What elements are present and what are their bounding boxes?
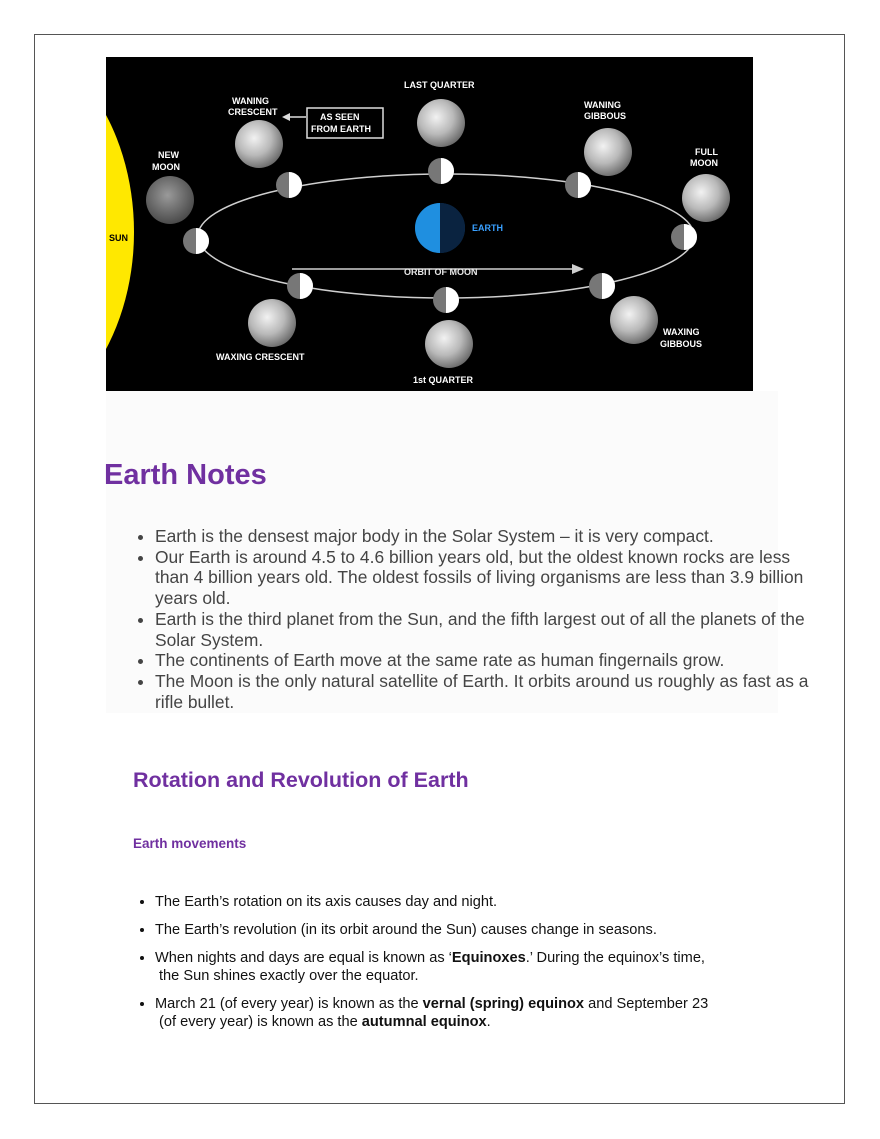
svg-text:GIBBOUS: GIBBOUS bbox=[584, 111, 627, 121]
svg-text:MOON: MOON bbox=[690, 158, 718, 168]
list-item: • The Earth’s revolution (in its orbit around the Sun) causes change in seasons. bbox=[155, 921, 801, 939]
earth-movements-list bbox=[128, 893, 801, 1041]
rotation-heading: Rotation and Revolution of Earth bbox=[133, 768, 469, 792]
list-item: • Earth is the densest major body in the Solar System – it is very compact. bbox=[155, 526, 815, 547]
orbit-label: ORBIT OF MOON bbox=[404, 267, 478, 277]
waxing-crescent-moon bbox=[248, 299, 296, 347]
equinoxes-term: Equinoxes bbox=[451, 950, 526, 966]
earth-movements-subheading: Earth movements bbox=[133, 836, 247, 851]
sun-label: SUN bbox=[109, 233, 129, 243]
earth-notes-list bbox=[127, 526, 815, 712]
new-moon bbox=[146, 176, 194, 224]
label-waxing-crescent: WAXING CRESCENT bbox=[216, 352, 305, 362]
full-moon bbox=[682, 174, 730, 222]
list-item: • When nights and days are equal is known as ‘Equinoxes.’ During the equinox’s time, the Sun shines exactly over the equator. bbox=[155, 949, 801, 985]
label-new-moon: NEW bbox=[158, 150, 179, 160]
label-waning-gibbous: WANING bbox=[584, 100, 621, 110]
waning-gibbous-moon bbox=[584, 128, 632, 176]
vernal-equinox-term: vernal (spring) equinox bbox=[422, 996, 585, 1012]
label-as-seen: AS SEEN bbox=[320, 112, 360, 122]
svg-text:GIBBOUS: GIBBOUS bbox=[660, 339, 703, 349]
list-item: • Our Earth is around 4.5 to 4.6 billion years old, but the oldest known rocks are less than 4 billion years old. The oldest fossils of living organisms are less than 3.9 billion years old. bbox=[155, 547, 815, 609]
last-quarter-moon bbox=[417, 99, 465, 147]
svg-text:MOON: MOON bbox=[152, 162, 180, 172]
label-full-moon: FULL bbox=[695, 147, 718, 157]
waning-crescent-moon bbox=[235, 120, 283, 168]
label-last-quarter: LAST QUARTER bbox=[404, 80, 475, 90]
autumnal-equinox-term: autumnal equinox bbox=[361, 1014, 487, 1030]
earth-label: EARTH bbox=[472, 223, 503, 233]
list-item: • Earth is the third planet from the Sun, and the fifth largest out of all the planets of the Solar System. bbox=[155, 609, 815, 650]
moon-phases-diagram bbox=[106, 57, 753, 391]
earth-notes-heading: Earth Notes bbox=[104, 459, 267, 491]
list-item: • The Moon is the only natural satellite of Earth. It orbits around us roughly as fast as a rifle bullet. bbox=[155, 671, 815, 712]
label-waxing-gibbous: WAXING bbox=[663, 327, 700, 337]
svg-text:FROM EARTH: FROM EARTH bbox=[311, 124, 371, 134]
svg-text:CRESCENT: CRESCENT bbox=[228, 107, 278, 117]
waxing-gibbous-moon bbox=[610, 296, 658, 344]
first-quarter-moon bbox=[425, 320, 473, 368]
list-item: • The continents of Earth move at the same rate as human fingernails grow. bbox=[155, 650, 815, 671]
list-item: • March 21 (of every year) is known as the vernal (spring) equinox and September 23 (of every year) is known as the autumnal equinox. bbox=[155, 995, 801, 1031]
label-waning-crescent: WANING bbox=[232, 96, 269, 106]
label-first-quarter: 1st QUARTER bbox=[413, 375, 474, 385]
list-item: • The Earth’s rotation on its axis causes day and night. bbox=[155, 893, 801, 911]
